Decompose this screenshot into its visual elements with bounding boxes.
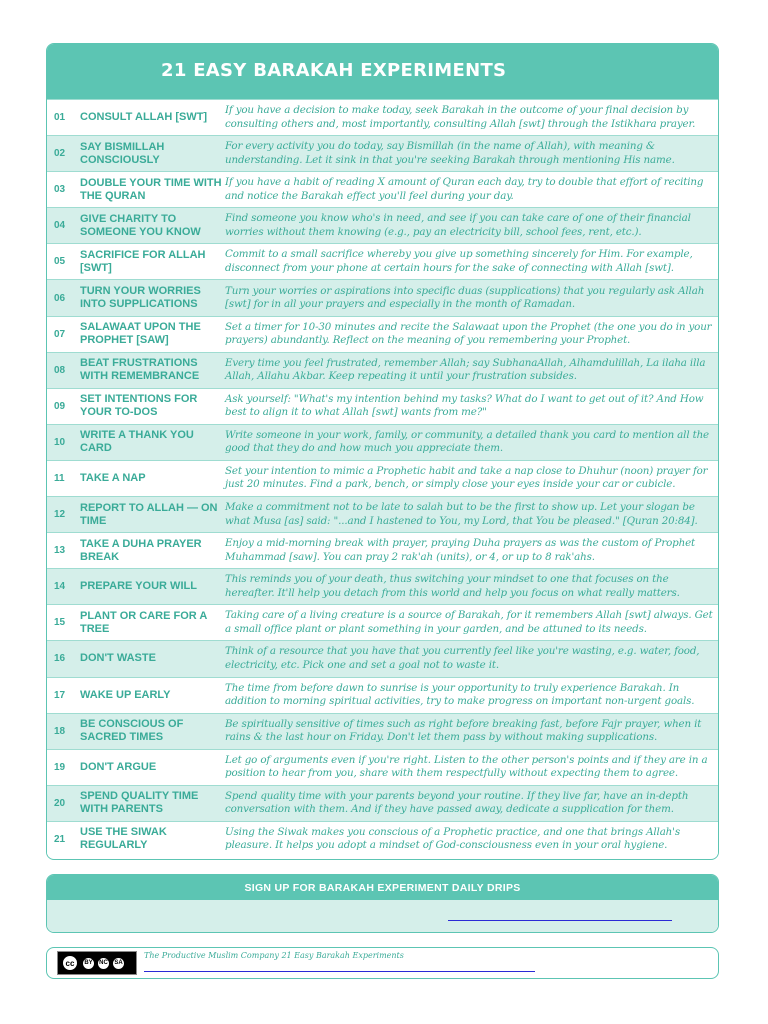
experiment-title: PREPARE YOUR WILL — [80, 580, 197, 593]
nc-icon: NC — [97, 957, 110, 970]
experiment-row — [47, 243, 718, 279]
experiment-row — [47, 749, 718, 785]
experiment-title: USE THE SIWAK REGULARLY — [80, 826, 167, 852]
experiment-description: Think of a resource that you have that you currently feel like you're wasting, e.g. water, food, electricity, etc. Pick one and set a goal not to waste it. — [225, 645, 700, 671]
experiment-description: The time from before dawn to sunrise is your opportunity to truly experience Barakah. In addition to morning spiritual activities, try to make progress on important non-urgent goals. — [225, 681, 695, 708]
experiment-title: SACRIFICE FOR ALLAH [SWT] — [80, 248, 206, 274]
experiment-row — [47, 135, 718, 171]
experiment-row — [47, 604, 718, 640]
experiment-row — [47, 171, 718, 207]
experiment-title: REPORT TO ALLAH — ON TIME — [80, 501, 218, 527]
creative-commons-badge[interactable] — [57, 951, 137, 975]
experiment-row — [47, 821, 718, 857]
experiments-list — [47, 99, 718, 857]
experiment-description: For every activity you do today, say Bismillah (in the name of Allah), with meaning & understanding. Let it sink in that you're seeking Barakah through mentioning His name. — [225, 140, 675, 166]
experiment-title: SET INTENTIONS FOR YOUR TO-DOS — [80, 393, 198, 419]
experiment-row — [47, 207, 718, 243]
experiment-number: 07 — [54, 328, 66, 340]
experiment-row — [47, 99, 718, 135]
experiment-description: Find someone you know who's in need, and see if you can take care of one of their financial worries without them knowing (e.g., pay an electricity bill, school fees, rent, etc.). — [225, 212, 691, 238]
experiment-row — [47, 460, 718, 496]
experiment-number: 17 — [54, 689, 66, 701]
experiment-number: 02 — [54, 148, 66, 160]
experiment-description: If you have a habit of reading X amount of Quran each day, try to double that effort of reciting and notice the Barakah effect you'll feel during your day. — [225, 176, 704, 202]
experiment-title: PLANT OR CARE FOR A TREE — [80, 609, 207, 635]
experiment-number: 21 — [54, 833, 66, 845]
footer-link[interactable] — [144, 971, 535, 972]
experiment-number: 10 — [54, 436, 66, 448]
cc-icon: cc — [61, 954, 79, 972]
sa-icon: SA — [112, 957, 125, 970]
experiment-number: 11 — [54, 472, 65, 484]
experiment-title: BE CONSCIOUS OF SACRED TIMES — [80, 718, 184, 744]
experiment-description: Turn your worries or aspirations into specific duas (supplications) that you regularly ask Allah [swt] for in all your prayers and especially in the month of Ramadan. — [225, 284, 705, 311]
experiment-number: 20 — [54, 797, 66, 809]
experiment-number: 09 — [54, 400, 66, 412]
experiment-description: Ask yourself: "What's my intention behind my tasks? What do I want to get out of it? And How best to align it to what Allah [swt] wants from me?" — [225, 392, 704, 419]
experiment-number: 05 — [54, 256, 66, 268]
experiment-title: SALAWAAT UPON THE PROPHET [SAW] — [80, 321, 201, 347]
footer-text: The Productive Muslim Company 21 Easy Barakah Experiments — [144, 951, 404, 960]
experiments-card — [46, 43, 719, 860]
experiment-number: 01 — [54, 112, 66, 124]
experiment-description: Write someone in your work, family, or community, a detailed thank you card to mention all the good that they do and how much you appreciate them. — [225, 428, 709, 455]
experiment-number: 14 — [54, 581, 66, 593]
experiment-description: Make a commitment not to be late to salah but to be the first to show up. Let your slogan be what Musa [as] said: "...and I hastened to You, my Lord, that You be pleased." [Quran 20:84]. — [225, 501, 698, 527]
experiment-description: Let go of arguments even if you're right. Listen to the other person's points and if they are in a position to hear from you, share with them respectfully without expecting them to agree. — [225, 753, 708, 780]
experiment-row — [47, 352, 718, 388]
experiment-description: Set a timer for 10-30 minutes and recite the Salawaat upon the Prophet (the one you do in your prayers) abundantly. Reflect on the meaning of you remembering your Prophet. — [225, 320, 712, 347]
by-icon: BY — [82, 957, 95, 970]
experiment-number: 16 — [54, 653, 66, 665]
experiment-number: 19 — [54, 761, 66, 773]
experiment-title: WAKE UP EARLY — [80, 688, 171, 701]
experiment-row — [47, 785, 718, 821]
experiment-title: DOUBLE YOUR TIME WITH THE QURAN — [80, 176, 222, 202]
experiment-title: CONSULT ALLAH [SWT] — [80, 111, 208, 124]
experiment-description: Spend quality time with your parents beyond your routine. If they live far, have an in-depth conversation with them. And if they have passed away, dedicate a supplication for them. — [225, 789, 689, 816]
experiment-description: This reminds you of your death, thus switching your mindset to one that focuses on the hereafter. It'll help you detach from this world and help you focus on what really matters. — [225, 573, 680, 599]
experiment-description: Commit to a small sacrifice whereby you give up something sincerely for Him. For example, disconnect from your phone at certain hours for the sake of connecting with Allah [swt]. — [225, 248, 693, 274]
experiment-row — [47, 568, 718, 604]
document-title: 21 EASY BARAKAH EXPERIMENTS — [47, 44, 718, 99]
experiment-row — [47, 424, 718, 460]
experiment-number: 13 — [54, 545, 66, 557]
experiment-row — [47, 677, 718, 713]
experiment-row — [47, 496, 718, 532]
experiment-description: If you have a decision to make today, seek Barakah in the outcome of your final decision by consulting others and, most importantly, consulting Allah [swt] through the Istikhara prayer. — [225, 104, 696, 130]
experiment-row — [47, 640, 718, 676]
experiment-description: Using the Siwak makes you conscious of a Prophetic practice, and one that brings Allah's pleasure. It helps you adopt a mindset of God-consciousness even in your oral hygiene. — [225, 825, 680, 852]
experiment-title: GIVE CHARITY TO SOMEONE YOU KNOW — [80, 212, 201, 238]
experiment-description: Set your intention to mimic a Prophetic habit and take a nap close to Dhuhur (noon) prayer for just 20 minutes. Find a park, bench, or simply close your eyes inside your car or cubicle. — [225, 464, 708, 491]
experiment-number: 06 — [54, 292, 66, 304]
experiment-title: SAY BISMILLAH CONSCIOUSLY — [80, 140, 165, 166]
experiment-number: 18 — [54, 725, 66, 737]
experiment-number: 15 — [54, 617, 66, 629]
footer — [46, 947, 719, 979]
experiment-title: BEAT FRUSTRATIONS WITH REMEMBRANCE — [80, 357, 200, 383]
experiment-row — [47, 532, 718, 568]
experiment-number: 04 — [54, 220, 66, 232]
experiment-row — [47, 713, 718, 749]
signup-heading: SIGN UP FOR BARAKAH EXPERIMENT DAILY DRIPS — [47, 875, 718, 900]
experiment-title: TURN YOUR WORRIES INTO SUPPLICATIONS — [80, 285, 201, 311]
signup-link[interactable] — [448, 920, 672, 921]
experiment-title: DON'T ARGUE — [80, 760, 157, 773]
experiment-number: 03 — [54, 184, 66, 196]
experiment-title: WRITE A THANK YOU CARD — [80, 429, 194, 455]
experiment-description: Enjoy a mid-morning break with prayer, praying Duha prayers as was the custom of Prophet Muhammad [saw]. You can pray 2 rak'ah (units), or 4, or up to 8 rak'ahs. — [225, 537, 696, 563]
experiment-number: 08 — [54, 364, 66, 376]
experiment-row — [47, 316, 718, 352]
experiment-description: Be spiritually sensitive of times such as right before breaking fast, before Fajr prayer, when it rains & the last hour on Friday. Don't let them pass by without making supplications. — [225, 717, 702, 744]
signup-box — [46, 874, 719, 933]
experiment-description: Taking care of a living creature is a source of Barakah, for it remembers Allah [swt] always. Get a small office plant or plant something in your garden, and be attuned to its needs. — [225, 609, 713, 635]
experiment-row — [47, 279, 718, 315]
experiment-title: TAKE A NAP — [80, 471, 146, 484]
experiment-row — [47, 388, 718, 424]
experiment-number: 12 — [54, 509, 66, 521]
experiment-title: SPEND QUALITY TIME WITH PARENTS — [80, 790, 199, 816]
experiment-title: DON'T WASTE — [80, 652, 156, 665]
signup-body — [47, 900, 718, 933]
experiment-description: Every time you feel frustrated, remember Allah; say SubhanaAllah, Alhamdulillah, La ilaha illa Allah, Allahu Akbar. Keep repeating it until your frustration subsides. — [225, 356, 706, 383]
experiment-title: TAKE A DUHA PRAYER BREAK — [80, 537, 202, 563]
